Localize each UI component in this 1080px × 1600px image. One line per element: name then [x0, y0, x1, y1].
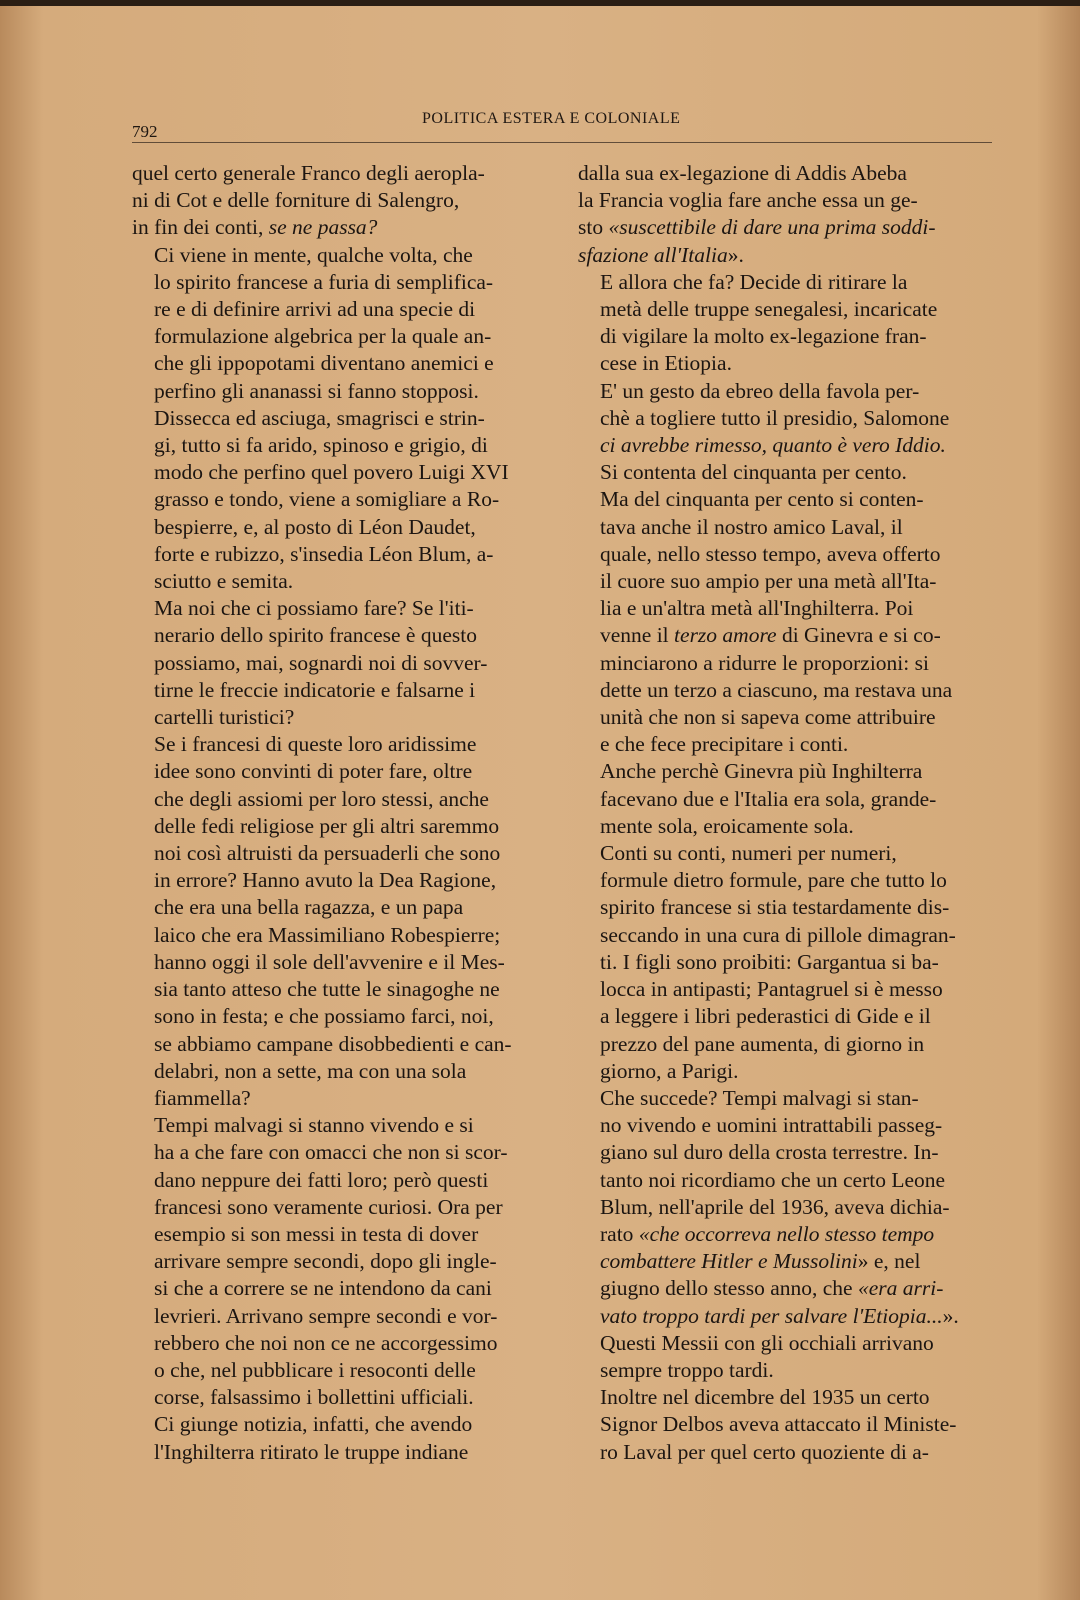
text-line: unità che non si sapeva come attribuire: [600, 705, 936, 730]
page-number: 792: [132, 122, 158, 141]
text-line: [578, 622, 998, 649]
paragraph: [132, 405, 552, 595]
text-line: Anche perchè Ginevra più Inghilterra: [600, 759, 923, 784]
text-line: Ci viene in mente, qualche volta, che: [154, 242, 473, 267]
text-line: sempre troppo tardi.: [600, 1357, 774, 1382]
text-line: minciarono a ridurre le proporzioni: si: [600, 650, 929, 675]
text-line: fiammella?: [154, 1085, 251, 1110]
paragraph: [578, 269, 998, 378]
text-line: [132, 214, 552, 241]
text-line: dalla sua ex-legazione di Addis Abeba: [578, 161, 907, 185]
text-span: » e, nel: [857, 1249, 921, 1274]
text-line: rebbero che noi non ce ne accorgessimo: [154, 1330, 498, 1355]
paragraph: [578, 840, 998, 1085]
paragraph: [578, 486, 998, 758]
italic-span: «che occorreva nello stesso tempo: [638, 1221, 935, 1246]
text-span: rato: [600, 1221, 639, 1246]
paragraph: [132, 1411, 552, 1465]
paragraph: [132, 160, 552, 242]
text-line: sciutto e semita.: [154, 569, 294, 594]
text-line: gi, tutto si fa arido, spinoso e grigio, di: [154, 433, 488, 458]
paragraph: [132, 1112, 552, 1411]
text-line: in errore? Hanno avuto la Dea Ragione,: [154, 868, 497, 893]
running-title: POLITICA ESTERA E COLONIALE: [422, 110, 681, 127]
text-line: formulazione algebrica per la quale an-: [154, 324, 492, 349]
text-line: Dissecca ed asciuga, smagrisci e strin-: [154, 405, 485, 430]
italic-span: se ne passa?: [268, 215, 378, 240]
text-line: hanno oggi il sole dell'avvenire e il Mes-: [154, 949, 505, 974]
paragraph: [578, 378, 998, 487]
text-line: spirito francese si stia testardamente dis-: [600, 895, 950, 920]
text-line: quel certo generale Franco degli aeropla-: [132, 161, 485, 185]
text-line: re e di definire arrivi ad una specie di: [154, 297, 476, 322]
text-line: a leggere i libri pederastici di Gide e il: [600, 1004, 931, 1029]
text-line: delle fedi religiose per gli altri saremmo: [154, 813, 500, 838]
text-line: dano neppure dei fatti loro; però questi: [154, 1167, 489, 1192]
text-line: no vivendo e uomini intrattabili passeg-: [600, 1113, 943, 1138]
paragraph: [578, 160, 998, 269]
text-line: nerario dello spirito francese è questo: [154, 623, 477, 648]
text-line: E' un gesto da ebreo della favola per-: [600, 378, 920, 403]
italic-span: «era arri-: [857, 1276, 944, 1301]
text-line: il cuore suo ampio per una metà all'Ita-: [600, 569, 937, 594]
text-line: E allora che fa? Decide di ritirare la: [600, 269, 908, 294]
italic-span: sfazione all'Italia: [578, 242, 728, 267]
text-line: quale, nello stesso tempo, aveva offerto: [600, 541, 941, 566]
text-line: lia e un'altra metà all'Inghilterra. Poi: [600, 596, 914, 621]
text-line: locca in antipasti; Pantagruel si è messo: [600, 977, 943, 1002]
text-line: dette un terzo a ciascuno, ma restava una: [600, 677, 953, 702]
text-line: francesi sono veramente curiosi. Ora per: [154, 1194, 503, 1219]
text-line: modo che perfino quel povero Luigi XVI: [154, 460, 509, 485]
paragraph: [132, 731, 552, 1112]
text-line: che era una bella ragazza, e un papa: [154, 895, 464, 920]
text-line: tanto noi ricordiamo che un certo Leone: [600, 1167, 946, 1192]
text-line: la Francia voglia fare anche essa un ge-: [578, 188, 918, 213]
text-line: Conti su conti, numeri per numeri,: [600, 841, 897, 866]
text-line: tirne le freccie indicatorie e falsarne i: [154, 677, 476, 702]
text-line: possiamo, mai, sognardi noi di sovver-: [154, 650, 488, 675]
header-rule: [132, 142, 992, 143]
text-line: delabri, non a sette, ma con una sola: [154, 1058, 467, 1083]
text-line: [578, 1221, 998, 1248]
text-line: e che fece precipitare i conti.: [600, 732, 849, 757]
text-line: [578, 1248, 998, 1275]
italic-line: ci avrebbe rimesso, quanto è vero Iddio.: [600, 433, 946, 458]
text-line: sono in festa; e che possiamo farci, noi,: [154, 1004, 494, 1029]
text-line: cese in Etiopia.: [600, 351, 732, 376]
text-line: giorno, a Parigi.: [600, 1058, 739, 1083]
text-line: Se i francesi di queste loro aridissime: [154, 732, 477, 757]
page-header: [132, 100, 992, 144]
text-line: Tempi malvagi si stanno vivendo e si: [154, 1113, 474, 1138]
text-span: ».: [727, 242, 744, 267]
text-line: se abbiamo campane disobbedienti e can-: [154, 1031, 512, 1056]
text-line: formule dietro formule, pare che tutto lo: [600, 868, 947, 893]
text-line: ro Laval per quel certo quoziente di a-: [600, 1439, 929, 1464]
text-line: corse, falsassimo i bollettini ufficiali.: [154, 1385, 474, 1410]
paragraph: [578, 758, 998, 840]
text-span: giugno dello stesso anno, che: [600, 1276, 858, 1301]
text-line: Inoltre nel dicembre del 1935 un certo: [600, 1385, 930, 1410]
text-span: ».: [942, 1303, 959, 1328]
text-line: prezzo del pane aumenta, di giorno in: [600, 1031, 925, 1056]
italic-span: «suscettibile di dare una prima soddi-: [608, 215, 936, 240]
paragraph: [578, 1384, 998, 1466]
text-line: mente sola, eroicamente sola.: [600, 813, 854, 838]
text-line: metà delle truppe senegalesi, incaricate: [600, 297, 938, 322]
text-line: Ma noi che ci possiamo fare? Se l'iti-: [154, 596, 474, 621]
text-span: di Ginevra e si co-: [776, 623, 941, 648]
text-line: lo spirito francese a furia di semplifica-: [154, 269, 494, 294]
paragraph: [578, 1085, 998, 1330]
text-line: forte e rubizzo, s'insedia Léon Blum, a-: [154, 541, 494, 566]
text-line: o che, nel pubblicare i resoconti delle: [154, 1357, 476, 1382]
paragraph: [132, 595, 552, 731]
text-line: facevano due e l'Italia era sola, grande-: [600, 786, 937, 811]
text-line: tava anche il nostro amico Laval, il: [600, 514, 903, 539]
text-line: Signor Delbos aveva attaccato il Ministe-: [600, 1412, 957, 1437]
text-line: grasso e tondo, viene a somigliare a Ro-: [154, 487, 500, 512]
right-column: [578, 160, 998, 1466]
text-line: Blum, nell'aprile del 1936, aveva dichia-: [600, 1194, 950, 1219]
text-line: cartelli turistici?: [154, 705, 295, 730]
paragraph: [132, 242, 552, 405]
italic-span: terzo amore: [674, 623, 777, 648]
text-line: [578, 1275, 998, 1302]
text-line: ti. I figli sono proibiti: Gargantua si ba-: [600, 949, 939, 974]
italic-span: combattere Hitler e Mussolini: [600, 1249, 858, 1274]
text-line: noi così altruisti da persuaderli che sono: [154, 841, 501, 866]
left-column: [132, 160, 552, 1466]
text-line: arrivare sempre secondi, dopo gli ingle-: [154, 1249, 497, 1274]
top-edge-shadow: [0, 0, 1080, 6]
text-line: Ci giunge notizia, infatti, che avendo: [154, 1412, 473, 1437]
text-line: [578, 1303, 998, 1330]
text-line: Ma del cinquanta per cento si conten-: [600, 487, 924, 512]
text-span: sto: [578, 215, 609, 240]
text-line: che gli ippopotami diventano anemici e: [154, 351, 494, 376]
text-line: si che a correre se ne intendono da cani: [154, 1276, 492, 1301]
text-line: chè a togliere tutto il presidio, Salomone: [600, 405, 950, 430]
text-line: ha a che fare con omacci che non si scor-: [154, 1140, 508, 1165]
text-line: perfino gli ananassi si fanno stopposi.: [154, 378, 479, 403]
text-line: laico che era Massimiliano Robespierre;: [154, 922, 501, 947]
paragraph: [578, 1330, 998, 1384]
text-line: che degli assiomi per loro stessi, anche: [154, 786, 489, 811]
text-line: Che succede? Tempi malvagi si stan-: [600, 1085, 919, 1110]
text-line: [578, 242, 998, 269]
text-line: bespierre, e, al posto di Léon Daudet,: [154, 514, 476, 539]
text-line: giano sul duro della crosta terrestre. In-: [600, 1140, 939, 1165]
italic-span: vato troppo tardi per salvare l'Etiopia...: [600, 1303, 943, 1328]
text-line: seccando in una cura di pillole dimagran-: [600, 922, 956, 947]
text-line: [578, 214, 998, 241]
text-line: Si contenta del cinquanta per cento.: [600, 460, 907, 485]
text-span: venne il: [600, 623, 675, 648]
text-line: di vigilare la molto ex-legazione fran-: [600, 324, 927, 349]
text-line: l'Inghilterra ritirato le truppe indiane: [154, 1439, 469, 1464]
text-line: levrieri. Arrivano sempre secondi e vor-: [154, 1303, 498, 1328]
text-line: esempio si son messi in testa di dover: [154, 1221, 479, 1246]
text-line: Questi Messii con gli occhiali arrivano: [600, 1330, 934, 1355]
text-line: idee sono convinti di poter fare, oltre: [154, 759, 473, 784]
text-line: sia tanto atteso che tutte le sinagoghe ne: [154, 977, 500, 1002]
text-span: in fin dei conti,: [132, 215, 269, 240]
text-line: ni di Cot e delle forniture di Salengro,: [132, 188, 460, 213]
